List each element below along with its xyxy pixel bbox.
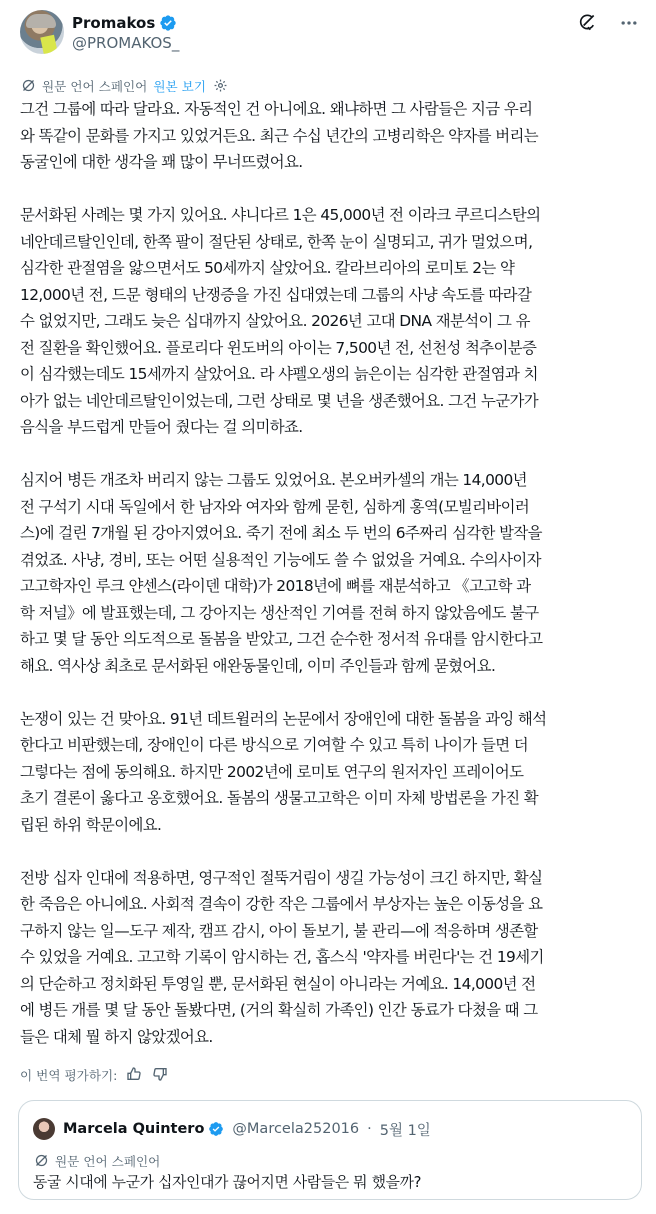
tweet-line: 학 저널》에 발표했는데, 그 강아지는 생산적인 기여를 전혀 하지 않았음에도 불구 [20, 603, 539, 622]
verified-badge-icon [208, 1121, 224, 1137]
tweet-line: 12,000년 전, 드문 형태의 난쟁증을 가진 십대였는데 그룹의 사냥 속도를 따라갈 [20, 285, 532, 304]
translation-bar [20, 76, 228, 94]
show-original-link[interactable]: 원본 보기 [153, 78, 207, 94]
rate-translation-row [20, 1064, 169, 1084]
quoted-translation-bar [33, 1151, 160, 1170]
thumbs-up-icon[interactable] [125, 1065, 143, 1083]
quoted-tweet[interactable] [18, 1100, 642, 1200]
translate-icon [33, 1153, 49, 1169]
tweet-text [20, 96, 642, 1050]
quoted-date[interactable]: 5월 1일 [379, 1122, 431, 1139]
quoted-separator: · [367, 1121, 372, 1137]
author-name-line [72, 13, 177, 33]
tweet-paragraph [20, 467, 642, 679]
tweet-line: 스)에 걸린 7개월 된 강아지였어요. 죽기 전에 최소 두 번의 6주짜리 심각한 발작을 [20, 524, 542, 542]
quoted-author-display-name[interactable]: Marcela Quintero [63, 1121, 205, 1137]
tweet-line: 전방 십자 인대에 적용하면, 영구적인 절뚝거림이 생길 가능성이 크긴 하지만, 확실 [20, 868, 543, 887]
tweet-line: 한다고 비판했는데, 장애인이 다른 방식으로 기여할 수 있고 특히 나이가 들면 더 [20, 736, 529, 754]
tweet-line: 겪었죠. 사냥, 경비, 또는 어떤 실용적인 기능에도 쓸 수 없었을 거예요. 수의사이자 [20, 550, 541, 569]
verified-badge-icon [159, 14, 177, 32]
tweet-line: 초기 결론이 옳다고 옹호했어요. 돌봄의 생물고고학은 이미 자체 방법론을 가진 확 [20, 789, 539, 807]
settings-icon[interactable] [212, 77, 228, 93]
tweet-header [20, 10, 640, 58]
translate-icon [20, 77, 36, 93]
rate-translation-label: 이 번역 평가하기: [20, 1067, 118, 1083]
tweet-line: 해요. 역사상 최초로 문서화된 애완동물인데, 이미 주인들과 함께 묻혔어요. [20, 656, 496, 675]
tweet-paragraph [20, 202, 642, 441]
tweet-paragraph [20, 706, 642, 839]
tweet-line: 구하지 않는 일—도구 제작, 캠프 감시, 아이 돌보기, 불 관리—에 적응하며 생존할 [20, 921, 538, 940]
tweet-line: 심각한 관절염을 앓으면서도 50세까지 살았어요. 칼라브리아의 로미토 2는 약 [20, 259, 515, 277]
tweet-paragraph [20, 865, 642, 1051]
more-icon[interactable] [618, 12, 640, 34]
tweet-line: 의 단순하고 정치화된 투영일 뿐, 문서화된 현실이 아니라는 거예요. 14,000년 전 [20, 974, 536, 993]
tweet-line: 한 죽음은 아니에요. 사회적 결속이 강한 작은 그룹에서 부상자는 높은 이동성을 요 [20, 895, 543, 913]
quoted-translation-source-language: 원문 언어 스페인어 [55, 1154, 161, 1169]
quoted-tweet-text: 동굴 시대에 누군가 십자인대가 끊어지면 사람들은 뭐 했을까? [33, 1174, 422, 1191]
tweet-line: 이 심각했는데도 15세까지 살았어요. 라 샤펠오생의 늙은이는 심각한 관절염과 치 [20, 365, 538, 383]
tweet-line: 하고 몇 달 동안 의도적으로 돌봄을 받았고, 그건 순수한 정서적 유대를 암시한다고 [20, 630, 543, 648]
tweet-line: 전 질환을 확인했어요. 플로리다 윈도버의 아이는 7,500년 전, 선천성 척추이분증 [20, 338, 537, 357]
tweet-line: 동굴인에 대한 생각을 꽤 많이 무너뜨렸어요. [20, 153, 303, 171]
grok-icon[interactable] [576, 12, 598, 34]
tweet-line: 아가 없는 네안데르탈인이었는데, 그런 상태로 몇 년을 생존했어요. 그건 누군가가 [20, 391, 539, 410]
author-display-name[interactable]: Promakos [72, 14, 156, 32]
tweet-line: 전 구석기 시대 독일에서 한 남자와 여자와 함께 묻힌, 심하게 홍역(모빌리바이러 [20, 497, 530, 516]
tweet-line: 음식을 부드럽게 만들어 줬다는 걸 의미하죠. [20, 418, 303, 436]
author-avatar[interactable] [20, 10, 64, 54]
quoted-author-avatar[interactable] [33, 1118, 55, 1140]
top-actions [576, 12, 640, 34]
tweet-line: 네안데르탈인인데, 한쪽 팔이 절단된 상태로, 한쪽 눈이 실명되고, 귀가 멀었으며, [20, 232, 533, 251]
tweet-line: 립된 하위 학문이에요. [20, 815, 162, 834]
tweet-line: 에 병든 개를 몇 달 동안 돌봤다면, (거의 확실히 가족인) 인간 동료가 다쳤을 때 그 [20, 1001, 538, 1019]
tweet-line: 문서화된 사례는 몇 가지 있어요. 샤니다르 1은 45,000년 전 이라크 쿠르디스탄의 [20, 206, 541, 224]
tweet-line: 그건 그룹에 따라 달라요. 자동적인 건 아니에요. 왜냐하면 그 사람들은 지금 우리 [20, 100, 533, 118]
quoted-tweet-header [33, 1118, 431, 1140]
tweet-line: 수 없었지만, 그래도 늦은 십대까지 살았어요. 2026년 고대 DNA 재분석이 그 유 [20, 312, 530, 330]
tweet-line: 와 똑같이 문화를 가지고 있었거든요. 최근 수십 년간의 고병리학은 약자를 버리는 [20, 126, 539, 145]
tweet-line: 논쟁이 있는 건 맞아요. 91년 데트윌러의 논문에서 장애인에 대한 돌봄을 과잉 해석 [20, 709, 547, 728]
tweet-paragraph [20, 96, 642, 176]
tweet-line: 고고학자인 루크 얀센스(라이덴 대학)가 2018년에 뼈를 재분석하고 《고고학 과 [20, 577, 531, 595]
tweet-line: 수 있었을 거예요. 고고학 기록이 암시하는 건, 홉스식 '약자를 버린다'는 건 19세기 [20, 948, 544, 966]
author-handle[interactable]: @PROMAKOS_ [72, 34, 180, 52]
tweet-line: 그렇다는 점에 동의해요. 하지만 2002년에 로미토 연구의 원저자인 프레이어도 [20, 762, 524, 781]
tweet-line: 심지어 병든 개조차 버리지 않는 그룹도 있었어요. 본오버카셀의 개는 14,000년 [20, 471, 527, 489]
translation-source-language: 원문 언어 스페인어 [42, 78, 148, 94]
tweet-line: 들은 대체 뭘 하지 않았겠어요. [20, 1027, 213, 1046]
quoted-author-handle[interactable]: @Marcela252016 [232, 1121, 360, 1137]
thumbs-down-icon[interactable] [151, 1065, 169, 1083]
